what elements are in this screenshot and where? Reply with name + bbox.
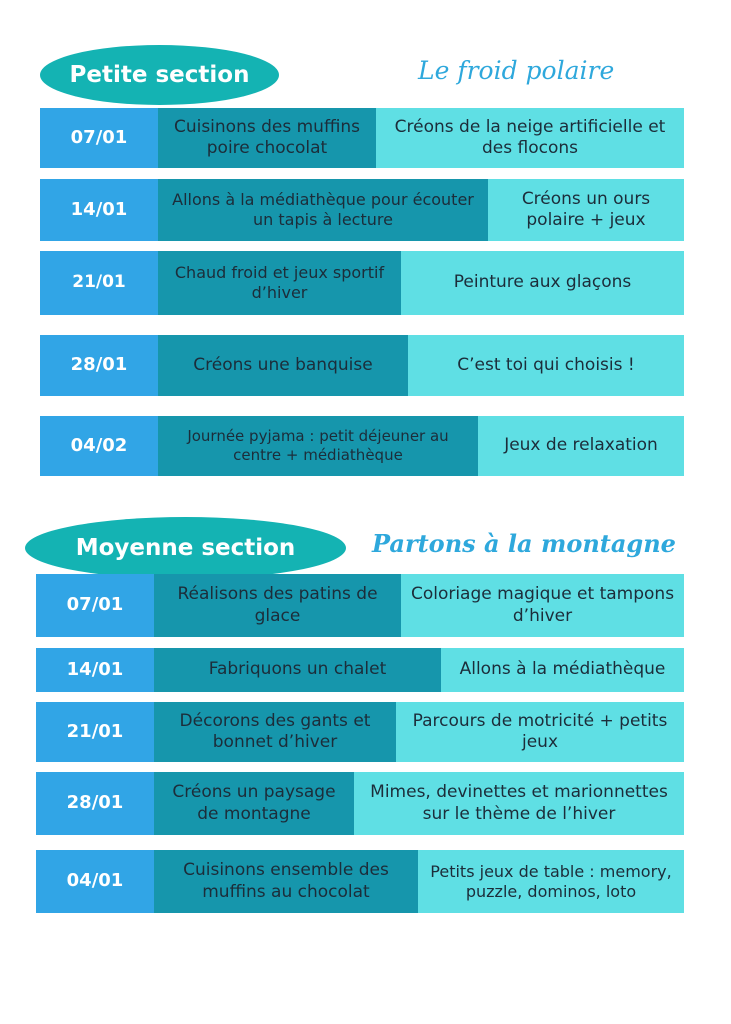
- date-cell: 21/01: [36, 702, 154, 762]
- activity2-cell: Jeux de relaxation: [478, 416, 684, 476]
- activity2-cell: Créons de la neige artificielle et des flocons: [376, 108, 684, 168]
- activity1-cell: Créons une banquise: [158, 335, 408, 396]
- table-row: [36, 648, 684, 692]
- date-cell: 07/01: [40, 108, 158, 168]
- activity1-cell: Réalisons des patins de glace: [154, 574, 401, 637]
- date-cell: 04/02: [40, 416, 158, 476]
- activity2-cell: Coloriage magique et tampons d’hiver: [401, 574, 684, 637]
- petite-theme-title: Le froid polaire: [418, 56, 615, 85]
- activity1-cell: Créons un paysage de montagne: [154, 772, 354, 835]
- date-cell: 14/01: [36, 648, 154, 692]
- table-row: [36, 850, 684, 913]
- table-row: [36, 574, 684, 637]
- moyenne-section-title: Moyenne section: [25, 517, 346, 579]
- date-cell: 07/01: [36, 574, 154, 637]
- activity2-cell: Allons à la médiathèque: [441, 648, 684, 692]
- date-cell: 28/01: [40, 335, 158, 396]
- table-row: [36, 772, 684, 835]
- moyenne-theme-title: Partons à la montagne: [372, 529, 676, 558]
- date-cell: 21/01: [40, 251, 158, 315]
- date-cell: 04/01: [36, 850, 154, 913]
- activity1-cell: Fabriquons un chalet: [154, 648, 441, 692]
- table-row: [40, 179, 684, 241]
- activity1-cell: Cuisinons des muffins poire chocolat: [158, 108, 376, 168]
- table-row: [40, 335, 684, 396]
- activity1-cell: Journée pyjama : petit déjeuner au centre + médiathèque: [158, 416, 478, 476]
- table-row: [40, 251, 684, 315]
- activity2-cell: Petits jeux de table : memory, puzzle, dominos, loto: [418, 850, 684, 913]
- date-cell: 28/01: [36, 772, 154, 835]
- activity1-cell: Décorons des gants et bonnet d’hiver: [154, 702, 396, 762]
- date-cell: 14/01: [40, 179, 158, 241]
- activity2-cell: C’est toi qui choisis !: [408, 335, 684, 396]
- table-row: [36, 702, 684, 762]
- petite-section-title: Petite section: [40, 45, 279, 105]
- activity2-cell: Parcours de motricité + petits jeux: [396, 702, 684, 762]
- activity1-cell: Allons à la médiathèque pour écouter un tapis à lecture: [158, 179, 488, 241]
- activity2-cell: Peinture aux glaçons: [401, 251, 684, 315]
- activity1-cell: Cuisinons ensemble des muffins au chocolat: [154, 850, 418, 913]
- activity2-cell: Créons un ours polaire + jeux: [488, 179, 684, 241]
- table-row: [40, 108, 684, 168]
- activity2-cell: Mimes, devinettes et marionnettes sur le thème de l’hiver: [354, 772, 684, 835]
- table-row: [40, 416, 684, 476]
- activity1-cell: Chaud froid et jeux sportif d’hiver: [158, 251, 401, 315]
